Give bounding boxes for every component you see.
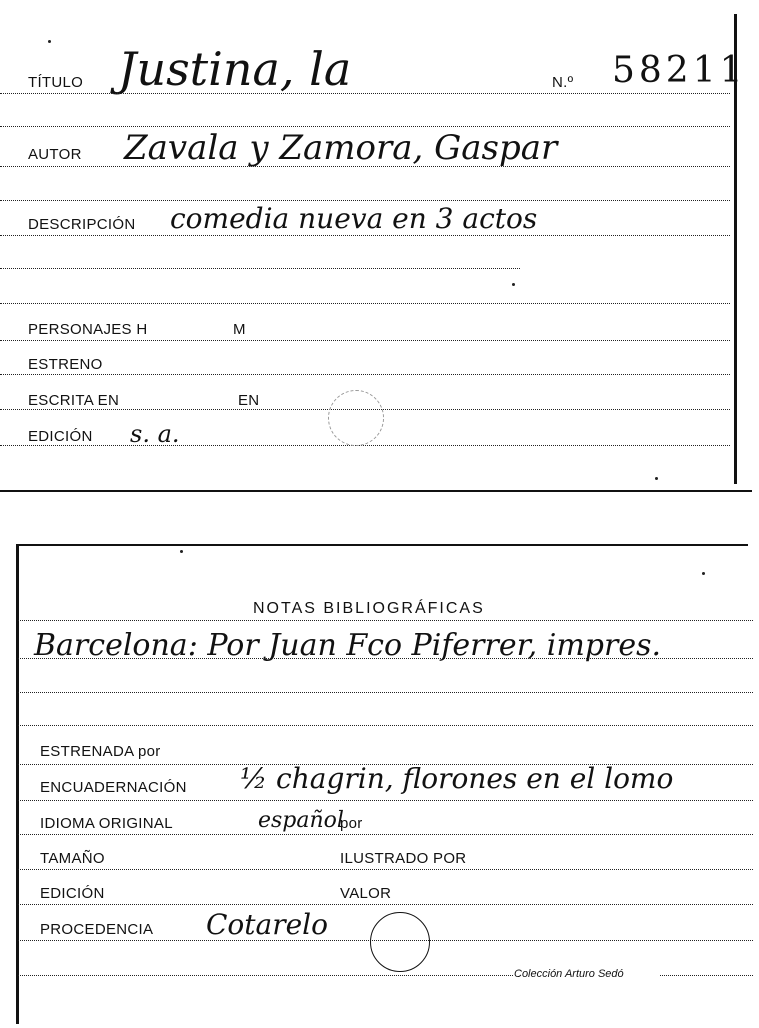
encuadernacion-label: ENCUADERNACIÓN [40,779,187,796]
estreno-line [0,374,730,375]
procedencia-value: Cotarelo [206,908,328,941]
notas-heading: NOTAS BIBLIOGRÁFICAS [253,600,485,617]
punch-hole [328,390,384,446]
ilustrado-label: ILUSTRADO POR [340,850,467,867]
edicion-label: EDICIÓN [28,428,93,445]
card-top-edge [16,544,748,546]
idioma-por-label: por [340,815,363,832]
blank-line [0,268,520,269]
edicion-value: s. a. [130,420,180,448]
heading-line [18,620,753,621]
personajes-label: PERSONAJES H [28,321,148,338]
procedencia-label: PROCEDENCIA [40,921,154,938]
encuadernacion-value: ½ chagrin, florones en el lomo [240,762,674,795]
punch-hole [370,912,430,972]
encuadernacion-line [18,800,753,801]
edicion-back-label: EDICIÓN [40,885,105,902]
numero-label: N.º [552,74,574,91]
front-card [0,0,759,492]
estreno-label: ESTRENO [28,356,103,373]
numero-value: 58211 [612,50,747,91]
edicion-back-line [18,904,753,905]
estrenada-label: ESTRENADA por [40,743,161,760]
card-bottom-edge [0,490,752,492]
descripcion-label: DESCRIPCIÓN [28,216,136,233]
speck [512,283,515,286]
descripcion-line [0,235,730,236]
bottom-line [18,975,513,976]
collection-credit: Colección Arturo Sedó [514,968,624,980]
escrita-label: ESCRITA EN [28,392,120,409]
edicion-line [0,445,730,446]
back-card [0,510,759,1028]
idioma-value: español [258,808,344,833]
descripcion-value: comedia nueva en 3 actos [170,202,538,235]
blank-line [18,725,753,726]
idioma-label: IDIOMA ORIGINAL [40,815,173,832]
bottom-line [660,975,753,976]
autor-line [0,166,730,167]
tamano-label: TAMAÑO [40,850,105,867]
blank-line [0,200,730,201]
escrita-en-label: EN [238,392,260,409]
speck [702,572,705,575]
blank-line [18,692,753,693]
titulo-value: Justina, la [118,42,352,96]
notas-value: Barcelona: Por Juan Fco Piferrer, impres. [34,628,662,663]
autor-label: AUTOR [28,146,82,163]
speck [48,40,51,43]
titulo-line [0,93,730,94]
speck [655,477,658,480]
autor-value: Zavala y Zamora, Gaspar [124,128,558,168]
titulo-label: TÍTULO [28,74,84,91]
personajes-m-label: M [233,321,246,338]
blank-line [0,126,730,127]
notas-line [18,658,753,659]
speck [180,550,183,553]
idioma-line [18,834,753,835]
personajes-line [0,340,730,341]
card-left-edge [16,544,19,1024]
blank-line [0,303,730,304]
tamano-line [18,869,753,870]
valor-label: VALOR [340,885,392,902]
